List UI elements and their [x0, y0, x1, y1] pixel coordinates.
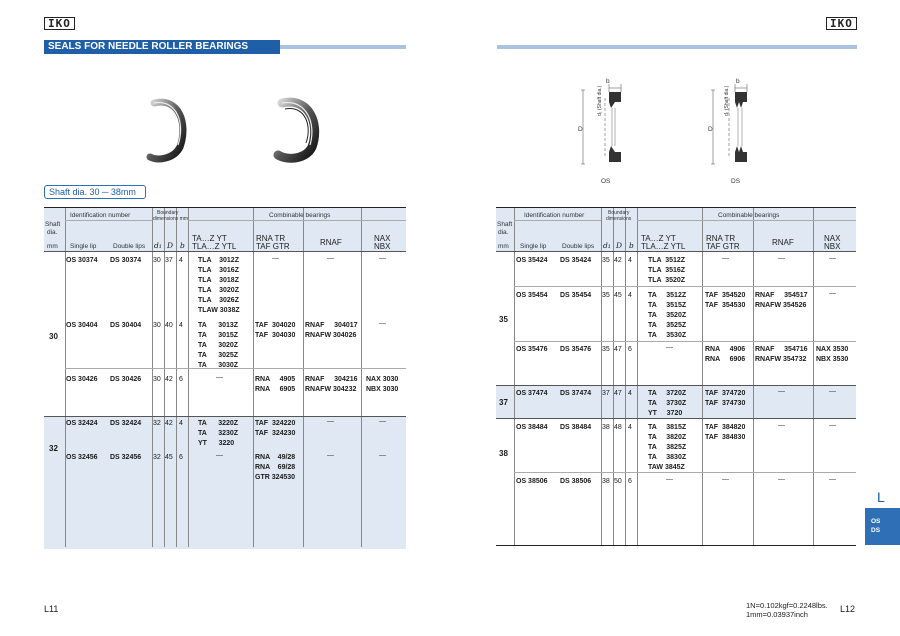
b-cell: 4 — [179, 322, 183, 329]
hdr-tla: TLA…Z YTL — [192, 242, 237, 251]
single-lip-cell: OS 38484 — [516, 424, 548, 431]
hdr-tla: TLA…Z YTL — [641, 242, 686, 251]
hdr-combinable: Combinable bearings — [718, 212, 780, 219]
rna-cell: TAF 374720 TAF 374730 — [705, 390, 746, 407]
hdr-rna: RNA TR — [706, 234, 736, 243]
d1-cell: 35 — [602, 292, 610, 299]
b-cell: 4 — [179, 420, 183, 427]
hdr-shaft: Shaft — [45, 221, 61, 228]
d1-cell: 35 — [602, 346, 610, 353]
b-cell: 6 — [628, 346, 632, 353]
rna-cell: RNA 4906 RNA 6906 — [705, 346, 746, 363]
D-cell: 42 — [165, 376, 173, 383]
single-lip-cell: OS 32456 — [66, 454, 98, 461]
nax-cell: — — [379, 418, 386, 425]
seal-photo-os — [140, 95, 195, 165]
nax-cell: NAX 3530 NBX 3530 — [816, 346, 849, 363]
hdr-taf: TAF GTR — [706, 242, 740, 251]
b-cell: 4 — [628, 292, 632, 299]
single-lip-cell: OS 35476 — [516, 346, 548, 353]
hdr-identification: Identification number — [524, 212, 585, 219]
hdr-single-lip: Single lip — [520, 243, 547, 250]
ta-cell: TA 3815Z TA 3820Z TA 3825Z TA 3830Z TAW 3845Z — [648, 424, 687, 471]
D-cell: 50 — [614, 478, 622, 485]
nax-cell: — — [829, 388, 836, 395]
rna-cell: RNA 4905 RNA 6905 — [255, 376, 296, 393]
D-cell: 48 — [614, 424, 622, 431]
double-lips-cell: DS 35476 — [560, 346, 592, 353]
d1-cell: 30 — [153, 322, 161, 329]
hdr-D: D — [616, 241, 623, 250]
d1-cell: 30 — [153, 376, 161, 383]
rnaf-cell: — — [778, 422, 785, 429]
iko-logo-right: IKO — [826, 17, 857, 30]
hdr-boundary: Boundary — [608, 210, 630, 216]
shaft-35: 35 — [499, 315, 508, 324]
nax-cell: — — [379, 255, 386, 262]
double-lips-cell: DS 32456 — [110, 454, 142, 461]
double-lips-cell: DS 30374 — [110, 257, 142, 264]
title-rule-left — [280, 45, 406, 49]
rna-cell: TAF 304020 TAF 304030 — [255, 322, 296, 339]
b-cell: 4 — [628, 390, 632, 397]
hdr-d1: d₁ — [603, 241, 611, 250]
rna-cell: — — [272, 255, 279, 262]
title-rule-right — [497, 45, 857, 49]
single-lip-cell: OS 38506 — [516, 478, 548, 485]
single-lip-cell: OS 30374 — [66, 257, 98, 264]
shaft-32: 32 — [49, 444, 58, 453]
hdr-rnaf: RNAF — [772, 238, 794, 247]
rnaf-cell: — — [778, 476, 785, 483]
ta-cell: TA 3720Z TA 3730Z YT 3720 — [648, 390, 687, 417]
nax-cell: — — [379, 320, 386, 327]
os-caption: OS — [601, 178, 611, 185]
units-note: 1N=0.102kgf=0.2248lbs. 1mm=0.03937inch — [746, 601, 828, 619]
os-b-label: b — [606, 78, 610, 85]
rna-cell: — — [722, 476, 729, 483]
single-lip-cell: OS 30426 — [66, 376, 98, 383]
ds-b-label: b — [736, 78, 740, 85]
double-lips-cell: DS 37474 — [560, 390, 592, 397]
double-lips-cell: DS 35424 — [560, 257, 592, 264]
ta-cell: — — [216, 452, 223, 459]
page-number-right: L12 — [840, 604, 856, 614]
shaft-range-label: Shaft dia. 30 ─ 38mm — [44, 185, 146, 199]
os-D-label: D — [578, 126, 583, 133]
rnaf-cell: — — [327, 255, 334, 262]
D-cell: 45 — [165, 454, 173, 461]
section-title: SEALS FOR NEEDLE ROLLER BEARINGS — [44, 40, 280, 54]
hdr-ta: TA…Z YT — [192, 234, 227, 243]
D-cell: 47 — [614, 390, 622, 397]
hdr-boundary: Boundary — [157, 210, 179, 216]
b-cell: 4 — [628, 424, 632, 431]
hdr-double-lips: Double lips — [113, 243, 146, 250]
nax-cell: — — [829, 255, 836, 262]
shaft-30: 30 — [49, 332, 58, 341]
rna-cell: — — [722, 255, 729, 262]
left-seal-table — [44, 207, 406, 548]
hdr-d1: d₁ — [154, 241, 162, 250]
nax-cell: — — [829, 290, 836, 297]
ds-shaft-label: d₁ (Shaft dia.) — [724, 85, 730, 116]
rna-cell: TAF 324220 TAF 324230 — [255, 420, 296, 437]
d1-cell: 37 — [602, 390, 610, 397]
iko-logo-left: IKO — [44, 17, 75, 30]
D-cell: 45 — [614, 292, 622, 299]
nax-cell: — — [829, 422, 836, 429]
double-lips-cell: DS 30404 — [110, 322, 142, 329]
side-tab-ds: DS — [871, 527, 881, 534]
hdr-ta: TA…Z YT — [641, 234, 676, 243]
hdr-combinable: Combinable bearings — [269, 212, 331, 219]
single-lip-cell: OS 32424 — [66, 420, 98, 427]
ta-cell: — — [216, 374, 223, 381]
D-cell: 42 — [165, 420, 173, 427]
b-cell: 4 — [628, 257, 632, 264]
hdr-mm: mm — [498, 243, 509, 250]
hdr-nax: NAX — [824, 234, 841, 243]
double-lips-cell: DS 38506 — [560, 478, 592, 485]
rnaf-cell: — — [778, 255, 785, 262]
d1-cell: 32 — [153, 420, 161, 427]
ds-caption: DS — [731, 178, 741, 185]
D-cell: 40 — [165, 322, 173, 329]
hdr-dia: dia. — [47, 229, 58, 236]
right-seal-table — [496, 207, 856, 546]
nax-cell: — — [829, 476, 836, 483]
hdr-nbx: NBX — [824, 242, 841, 251]
ta-cell: — — [666, 476, 673, 483]
ta-cell: TLA 3012Z TLA 3016Z TLA 3018Z TLA 3020Z TLA 3026Z TLAW 3038Z — [198, 257, 240, 314]
page-number-left: L11 — [44, 604, 59, 614]
ta-cell: TLA 3512Z TLA 3516Z TLA 3520Z — [648, 257, 686, 284]
b-cell: 6 — [628, 478, 632, 485]
rna-cell: TAF 384820 TAF 384830 — [705, 424, 746, 441]
ta-cell: TA 3512Z TA 3515Z TA 3520Z TA 3525Z TA 3530Z — [648, 292, 687, 339]
hdr-boundary-units: dimensions mm — [153, 216, 189, 222]
ta-cell: TA 3220Z TA 3230Z YT 3220 — [198, 420, 239, 447]
double-lips-cell: DS 38484 — [560, 424, 592, 431]
rnaf-cell: — — [778, 388, 785, 395]
rnaf-cell: RNAF 354716 RNAFW 354732 — [755, 346, 808, 363]
seal-photo-ds — [270, 95, 325, 165]
b-cell: 4 — [179, 257, 183, 264]
D-cell: 42 — [614, 257, 622, 264]
ta-cell: — — [666, 344, 673, 351]
double-lips-cell: DS 35454 — [560, 292, 592, 299]
d1-cell: 35 — [602, 257, 610, 264]
nax-cell: NAX 3030 NBX 3030 — [366, 376, 399, 393]
rnaf-cell: RNAF 304216 RNAFW 304232 — [305, 376, 358, 393]
rnaf-cell: RNAF 304017 RNAFW 304026 — [305, 322, 358, 339]
hdr-nax: NAX — [374, 234, 391, 243]
side-tab[interactable] — [865, 508, 900, 545]
ta-cell: TA 3013Z TA 3015Z TA 3020Z TA 3025Z TA 3030Z — [198, 322, 239, 369]
hdr-mm: mm — [47, 243, 58, 250]
os-shaft-label: d₁ (Shaft dia.) — [597, 85, 603, 116]
hdr-nbx: NBX — [374, 242, 391, 251]
D-cell: 37 — [165, 257, 173, 264]
d1-cell: 38 — [602, 478, 610, 485]
hdr-b: b — [180, 241, 185, 250]
nax-cell: — — [379, 452, 386, 459]
d1-cell: 38 — [602, 424, 610, 431]
rnaf-cell: RNAF 354517 RNAFW 354526 — [755, 292, 808, 309]
hdr-rnaf: RNAF — [320, 238, 342, 247]
rna-cell: TAF 354520 TAF 354530 — [705, 292, 746, 309]
single-lip-cell: OS 35424 — [516, 257, 548, 264]
hdr-single-lip: Single lip — [70, 243, 97, 250]
rnaf-cell: — — [327, 452, 334, 459]
hdr-double-lips: Double lips — [562, 243, 595, 250]
d1-cell: 30 — [153, 257, 161, 264]
side-tab-os: OS — [871, 518, 881, 525]
shaft-37: 37 — [499, 398, 508, 407]
single-lip-cell: OS 30404 — [66, 322, 98, 329]
hdr-dia: dia. — [498, 229, 509, 236]
D-cell: 47 — [614, 346, 622, 353]
os-cross-section-diagram — [575, 78, 635, 173]
hdr-b: b — [629, 241, 634, 250]
ds-D-label: D — [708, 126, 713, 133]
rna-cell: RNA 49/28 RNA 69/28 GTR 324530 — [255, 454, 296, 481]
hdr-taf: TAF GTR — [256, 242, 290, 251]
ds-cross-section-diagram — [705, 78, 765, 173]
double-lips-cell: DS 30426 — [110, 376, 142, 383]
rnaf-cell: — — [327, 418, 334, 425]
hdr-shaft: Shaft — [497, 221, 513, 228]
double-lips-cell: DS 32424 — [110, 420, 142, 427]
single-lip-cell: OS 35454 — [516, 292, 548, 299]
hdr-rna: RNA TR — [256, 234, 286, 243]
hdr-identification: Identification number — [70, 212, 131, 219]
d1-cell: 32 — [153, 454, 161, 461]
side-tab-letter: L — [877, 489, 885, 505]
b-cell: 6 — [179, 376, 183, 383]
single-lip-cell: OS 37474 — [516, 390, 548, 397]
shaft-38: 38 — [499, 449, 508, 458]
hdr-D: D — [167, 241, 174, 250]
b-cell: 6 — [179, 454, 183, 461]
hdr-boundary-sub: dimensions — [606, 216, 632, 222]
